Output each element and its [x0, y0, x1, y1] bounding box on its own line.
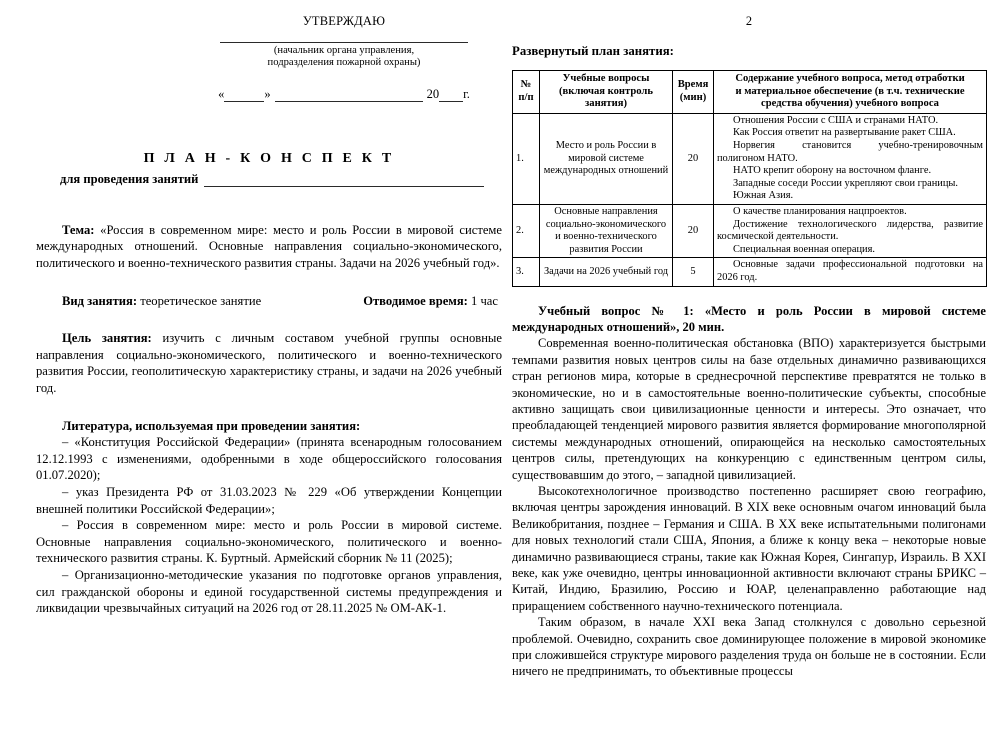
table-header-row [513, 71, 987, 114]
left-column [36, 14, 502, 617]
goal-text: изучить с личным составом учебной группы основные направления социально-экономического, политического и военно-технического развития России, геополитическую характеристику страны, и задачи на 2026 учебный год. [36, 331, 502, 395]
lesson-type [62, 293, 261, 310]
col1-line2: п/п [518, 91, 534, 103]
row-number: 3. [513, 258, 540, 286]
plan-section-heading: Развернутый план занятия: [512, 44, 674, 58]
row-content [714, 258, 987, 286]
row-question: Место и роль России в мировой системе международных отношений [540, 113, 673, 204]
column-header-time [673, 71, 714, 114]
date-quote-close: » [264, 86, 271, 101]
date-year-suffix: г. [463, 86, 470, 101]
subtitle-row [36, 172, 502, 187]
question1-paragraph: Высокотехнологичное производство постепенно расширяет свою географию, включая центры зарождения инноваций. В XIX веке основным очагом инноваций была Великобритания, позднее – Германия и США. В XX веке испытательными полигонами для новых технологий стали США, Япония, а ближе к концу века – некоторые новые динамично развивающиеся страны, такие как Южная Корея, Сингапур, Израиль. В XXI веке, как уже очевидно, центры инновационной активности включают страны БРИКС – Китай, Индию, Бразилию, Россию и ЮАР, целенаправленно работающие над приращением собственного научно-технического потенциала. [512, 483, 986, 613]
allotted-time [363, 293, 502, 310]
table-row [513, 204, 987, 257]
column-header-questions [540, 71, 673, 114]
question1-paragraph: Современная военно-политическая обстановка (ВПО) характеризуется быстрыми темпами развития новых центров силы на базе отдельных динамично развивающихся стран регионов мира, которые в среднесрочной перспективе превратятся не только в экономические, но и в самостоятельные военно-политические субъекты, способные активно защищать свои цивилизационные ценности и интересы. Это означает, что преобладающей тенденцией мирового развития является формирование многополярной системы международных отношений, опирающейся на несколько самостоятельных центров силы, претендующих на конкуренцию с единственным центром силы, существовавшим до этого, – западной цивилизацией. [512, 336, 986, 482]
content-line: Норвегия становится учебно-тренировочным полигоном НАТО. [717, 139, 983, 164]
content-line: Западные соседи России укрепляют свои границы. [733, 177, 959, 189]
question1-paragraph: Таким образом, в начале XXI века Запад столкнулся с довольно серьезной проблемой. Очевидно, сохранить свое доминирующее положение в мировой экономике при сложившейся структуре мирового разделения труда он больше не в состоянии. Если ничего не предпринимать, то объективные процессы [512, 615, 986, 679]
page-title: П Л А Н - К О Н С П Е К Т [143, 150, 395, 166]
approval-subtitle-line2: подразделения пожарной охраны) [267, 57, 421, 69]
approval-signature-rule [220, 42, 468, 43]
approval-heading: УТВЕРЖДАЮ [302, 14, 386, 28]
content-line: Как Россия ответит на развертывание ракет США. [733, 127, 956, 139]
content-line: О качестве планирования нацпроектов. [733, 205, 907, 217]
content-line: НАТО крепит оборону на восточном фланге. [733, 165, 932, 177]
goal-paragraph [36, 330, 502, 396]
col2-line1: Учебные вопросы [562, 73, 650, 84]
row-content [714, 204, 987, 257]
row-time: 5 [673, 258, 714, 286]
content-line: Отношения России с США и странами НАТО. [733, 114, 939, 126]
allotted-time-value: 1 час [471, 293, 498, 308]
subtitle-blank-rule [204, 173, 484, 187]
question1-heading-text: Учебный вопрос № 1: «Место и роль России в мировой системе международных отношений», 20 мин. [512, 303, 986, 334]
literature-item: – «Конституция Российской Федерации» (принята всенародным голосованием 12.12.1993 с изменениями, одобренными в ходе общероссийского голосования 01.07.2020); [36, 435, 502, 483]
col4-line1: Содержание учебного вопроса, метод отработки [735, 73, 965, 84]
col4-line2: и материальное обеспечение (в т.ч. технические [735, 85, 965, 97]
row-time: 20 [673, 113, 714, 204]
table-row [513, 113, 987, 204]
theme-paragraph [36, 222, 502, 272]
theme-text: «Россия в современном мире: место и роль России в мировой системе международных отношений. Основные направления социально-экономического, политического и военно-технического развития страны. Задачи на 2026 учебный год». [36, 222, 502, 270]
column-header-content [714, 71, 987, 114]
literature-item: – указ Президента РФ от 31.03.2023 № 229 «Об утверждении Концепции внешней политики Российской Федерации»; [36, 484, 502, 516]
date-quote-open: « [218, 86, 225, 101]
date-day-blank [224, 90, 264, 102]
col1-line1: № [520, 79, 532, 91]
row-number: 2. [513, 204, 540, 257]
approval-subtitle-line1: (начальник органа управления, [273, 45, 415, 56]
subtitle-label: для проведения занятий [60, 171, 199, 186]
row-question: Задачи на 2026 учебный год [540, 258, 673, 286]
theme-label: Тема: [62, 222, 95, 237]
approval-block [184, 14, 504, 102]
lesson-type-label: Вид занятия: [62, 293, 138, 308]
literature-heading [36, 418, 502, 435]
column-header-number [513, 71, 540, 114]
lesson-type-value: теоретическое занятие [140, 293, 262, 308]
page-number: 2 [745, 14, 753, 28]
date-year-prefix: 20 [426, 86, 440, 101]
col4-line3: средства обучения) учебного вопроса [761, 98, 939, 110]
literature-item: – Организационно-методические указания по подготовке органов управления, сил гражданской обороны и единой государственной системы предупреждения и ликвидации чрезвычайных ситуаций на 2026 год от 28.11.2025 № ОМ-АК-1. [36, 567, 502, 616]
col2-line3: занятия) [585, 98, 627, 110]
lesson-meta-row [36, 293, 502, 310]
row-content [714, 113, 987, 204]
question1-heading [512, 303, 986, 336]
right-column [512, 14, 986, 680]
row-time: 20 [673, 204, 714, 257]
row-question: Основные направления социально-экономического и военно-технического развития России [540, 204, 673, 257]
row-number: 1. [513, 113, 540, 204]
col2-line2: (включая контроль [559, 85, 653, 97]
col3-line1: Время [677, 79, 709, 91]
literature-item: – Россия в современном мире: место и роль России в мировой системе. Основные направления социально-экономического, политического и военно-технического развития страны. К. Буртный. Армейский сборник № 11 (2025); [36, 518, 502, 566]
date-month-blank [275, 90, 423, 102]
literature-heading-text: Литература, используемая при проведении занятия: [62, 418, 361, 433]
content-line: Специальная военная операция. [733, 243, 875, 255]
date-year-blank [439, 90, 463, 102]
approval-date-line [184, 87, 504, 102]
col3-line2: (мин) [679, 91, 707, 103]
content-line: Южная Азия. [733, 190, 794, 202]
table-row [513, 258, 987, 286]
content-line: Достижение технологического лидерства, развитие космической деятельности. [717, 218, 983, 243]
content-line: Основные задачи профессиональной подготовки на 2026 год. [717, 259, 983, 283]
lesson-plan-table [512, 70, 987, 287]
allotted-time-label: Отводимое время: [363, 293, 468, 308]
goal-label: Цель занятия: [62, 331, 152, 346]
